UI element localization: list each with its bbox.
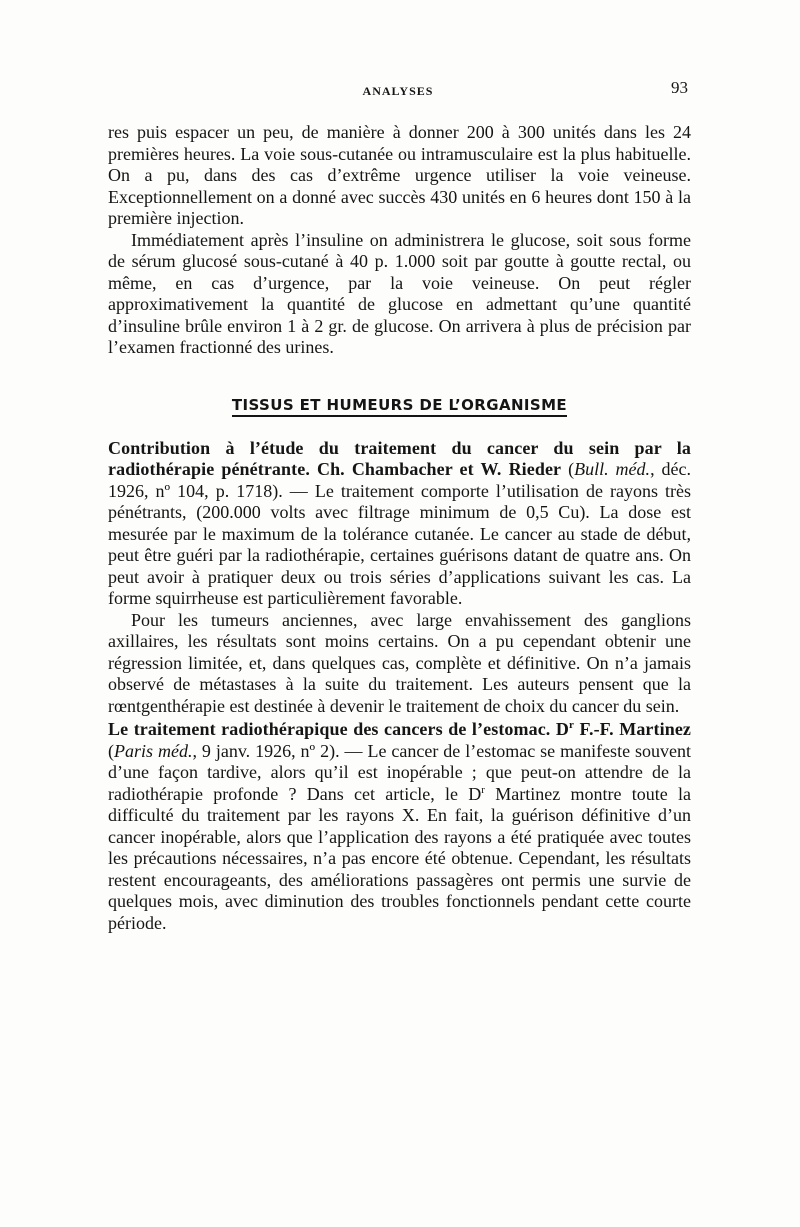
article-citation: , déc. 1926, nº 104, p. 1718). — (108, 459, 691, 501)
source-open: ( (108, 740, 114, 761)
article-title-part2: F.-F. Martinez (574, 719, 691, 739)
page-header (108, 78, 688, 104)
article-title: Contribution à l’étude du traitement du cancer du sein par la radiothérapie pénétrante. Ch. Chambacher et W. Rieder (108, 437, 691, 479)
paragraph-glucose: Immédiatement après l’insuline on administrera le glucose, soit sous forme de sérum glucosé sous-cutané à 40 p. 1.000 soit par goutte à goutte rectal, ou même, en cas d’urgence, par la voie veineuse. On peut régler approximativement la quantité de glucose en admettant qu’une quantité d’insuline brûle environ 1 à 2 gr. de glucose. On arrivera à plus de précision par l’examen fractionné des urines. (108, 229, 691, 357)
article-title-sup: r (569, 719, 575, 731)
article-source: Bull. méd. (574, 459, 651, 479)
source-open: ( (561, 459, 575, 479)
section-heading-text: TISSUS ET HUMEURS DE L’ORGANISME (232, 396, 567, 417)
page-number: 93 (671, 78, 688, 97)
article-body-sup: r (481, 783, 485, 796)
page-body (108, 122, 691, 934)
article-breast-cancer-continued: Pour les tumeurs anciennes, avec large envahissement des ganglions axillaires, les résultats sont moins certains. On a pu cependant obtenir une régression limitée, et, dans quelques cas, complète et définitive. On n’a jamais observé de métastases à la suite du traitement. Les auteurs pensent que la rœntgenthérapie est destinée à devenir le traitement de choix du cancer du sein. (108, 609, 691, 716)
paragraph-continued: res puis espacer un peu, de manière à donner 200 à 300 unités dans les 24 premières heures. La voie sous-cutanée ou intramusculaire est la plus habituelle. On a pu, dans des cas d’extrême urgence utiliser la voie veineuse. Exceptionnellement on a donné avec succès 430 unités en 6 heures dont 150 à la première injection. (108, 122, 691, 228)
article-body-part1: Le cancer de l’estomac se manifeste souvent d’une façon tardive, alors qu’il est inopérable ; que peut-on attendre de la radiothérapie profonde ? Dans cet article, le D (108, 740, 691, 804)
section-heading (108, 395, 691, 415)
article-source: Paris méd. (114, 740, 193, 761)
article-breast-cancer (108, 438, 691, 610)
article-title-part1: Le traitement radiothérapique des cancers de l’estomac. D (108, 719, 570, 739)
article-stomach-cancer (108, 719, 691, 934)
article-citation: , 9 janv. 1926, nº 2). — (192, 740, 368, 761)
running-title: ANALYSES (362, 84, 434, 98)
article-body: Le traitement comporte l’utilisation de rayons très pénétrants, (200.000 volts avec filtrage minimum de 0,5 Cu). La dose est mesurée par le maximum de la tolérance cutanée. Le cancer au stade de début, peut être guéri par la radiothérapie, certaines guérisons datant de quatre ans. On peut avoir à pratiquer deux ou trois séries d’applications suivant les cas. La forme squirrheuse est particulièrement favorable. (108, 480, 691, 608)
article-body-part2: Martinez montre toute la difficulté du traitement par les rayons X. En fait, la guérison définitive d’un cancer inopérable, alors que l’application des rayons a été pratiquée avec toutes les précautions nécessaires, n’a pas encore été obtenue. Cependant, les résultats restent encourageants, des améliorations passagères ont permis une survie de quelques mois, avec diminution des troubles fonctionnels pendant cette courte période. (108, 783, 691, 933)
